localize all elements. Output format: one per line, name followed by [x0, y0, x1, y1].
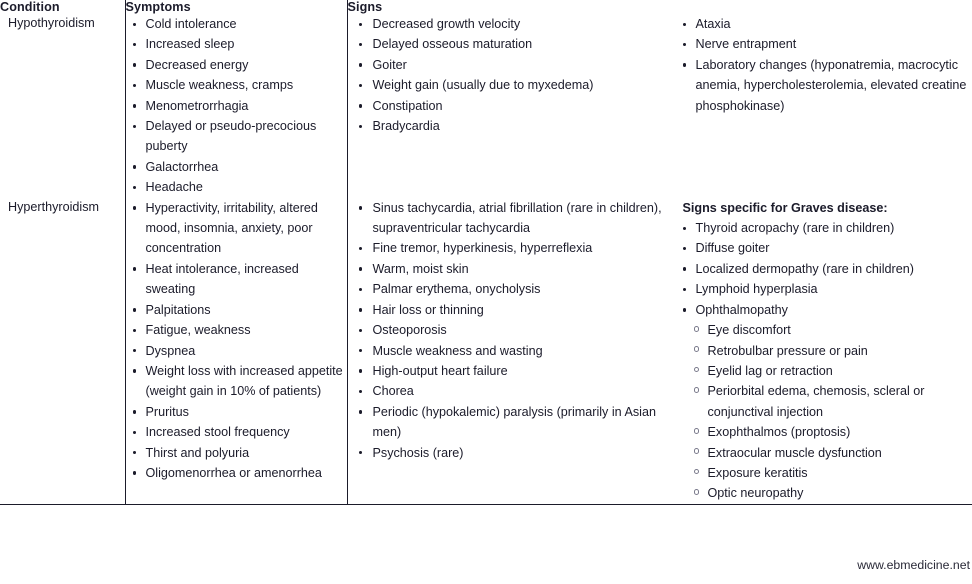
hollow-bullet-icon [694, 422, 708, 442]
table-row [0, 198, 972, 505]
hollow-bullet-icon [694, 341, 708, 361]
list-item: Dyspnea [126, 341, 347, 361]
column-header-symptoms: Symptoms [125, 0, 347, 14]
signs-columns [348, 198, 972, 504]
condition-label: Hypothyroidism [8, 16, 95, 30]
sub-list-item-label: Exposure keratitis [707, 465, 808, 480]
table-header [0, 0, 972, 14]
table-row [0, 14, 972, 198]
list-item: Localized dermopathy (rare in children) [676, 259, 972, 279]
hollow-bullet-icon [694, 381, 708, 401]
hollow-bullet-icon [694, 483, 708, 503]
list-item: Fine tremor, hyperkinesis, hyperreflexia [351, 238, 673, 258]
symptoms-list [126, 14, 347, 198]
signs-subcolumn-left [348, 14, 673, 136]
list-item: Nerve entrapment [676, 34, 972, 54]
header-row [0, 0, 972, 14]
sub-list-item-label: Exophthalmos (proptosis) [707, 425, 851, 440]
list-item: Palmar erythema, onycholysis [351, 279, 673, 299]
sub-list-item [686, 320, 972, 340]
sub-list-item-label: Eye discomfort [707, 323, 791, 338]
signs-subcolumn-left [348, 198, 673, 463]
list-item: Muscle weakness, cramps [126, 75, 347, 95]
cell-condition [0, 14, 125, 198]
hollow-bullet-icon [694, 463, 708, 483]
list-item: Hair loss or thinning [351, 300, 673, 320]
hollow-bullet-icon [694, 443, 708, 463]
list-item: Ophthalmopathy [676, 300, 972, 320]
list-item: Oligomenorrhea or amenorrhea [126, 463, 347, 483]
list-item: Chorea [351, 381, 673, 401]
source-attribution: www.ebmedicine.net [857, 558, 970, 572]
list-item: Lymphoid hyperplasia [676, 279, 972, 299]
list-item: Galactorrhea [126, 157, 347, 177]
list-item: Psychosis (rare) [351, 443, 673, 463]
list-item: Bradycardia [351, 116, 673, 136]
sub-list-item [686, 341, 972, 361]
cell-symptoms [125, 198, 347, 505]
table-body [0, 14, 972, 504]
list-item: Increased sleep [126, 34, 347, 54]
list-item: High-output heart failure [351, 361, 673, 381]
cell-condition [0, 198, 125, 505]
sub-list-item-label: Optic neuropathy [707, 486, 804, 501]
sub-list-item [686, 483, 972, 503]
list-item: Goiter [351, 55, 673, 75]
column-header-signs: Signs [347, 0, 972, 14]
sub-list-item-label: Periorbital edema, chemosis, scleral or conjunctival injection [707, 384, 925, 419]
column-header-condition: Condition [0, 0, 60, 14]
hollow-bullet-icon [694, 361, 708, 381]
list-item: Pruritus [126, 402, 347, 422]
sub-list-item [686, 443, 972, 463]
list-item: Menometrorrhagia [126, 96, 347, 116]
signs-list-left [351, 198, 673, 463]
sub-list-item [686, 361, 972, 381]
ophthalmopathy-sublist [676, 320, 972, 504]
sub-list-item-label: Retrobulbar pressure or pain [707, 343, 868, 358]
sub-list-item [686, 422, 972, 442]
symptoms-list [126, 198, 347, 484]
list-item: Delayed or pseudo-precocious puberty [126, 116, 347, 157]
list-item: Cold intolerance [126, 14, 347, 34]
signs-list-right [676, 14, 972, 116]
list-item: Headache [126, 177, 347, 197]
list-item: Palpitations [126, 300, 347, 320]
list-item: Weight loss with increased appetite (weight gain in 10% of patients) [126, 361, 347, 402]
sub-list-item [686, 463, 972, 483]
hollow-bullet-icon [694, 320, 708, 340]
graves-disease-heading: Signs specific for Graves disease: [682, 200, 888, 215]
list-item: Diffuse goiter [676, 238, 972, 258]
list-item: Decreased growth velocity [351, 14, 673, 34]
list-item: Constipation [351, 96, 673, 116]
list-item: Ataxia [676, 14, 972, 34]
sub-list-item [686, 381, 972, 422]
list-item: Sinus tachycardia, atrial fibrillation (rare in children), supraventricular tachycardia [351, 198, 673, 239]
list-item: Heat intolerance, increased sweating [126, 259, 347, 300]
list-item: Thyroid acropachy (rare in children) [676, 218, 972, 238]
list-item: Thirst and polyuria [126, 443, 347, 463]
sub-list-item-label: Eyelid lag or retraction [707, 363, 833, 378]
signs-list-left [351, 14, 673, 136]
list-item: Osteoporosis [351, 320, 673, 340]
list-item: Muscle weakness and wasting [351, 341, 673, 361]
list-item: Hyperactivity, irritability, altered mood, insomnia, anxiety, poor concentration [126, 198, 347, 259]
list-item: Fatigue, weakness [126, 320, 347, 340]
cell-symptoms [125, 14, 347, 198]
list-item: Delayed osseous maturation [351, 34, 673, 54]
list-item: Weight gain (usually due to myxedema) [351, 75, 673, 95]
list-item: Decreased energy [126, 55, 347, 75]
signs-list-right [676, 218, 972, 320]
signs-columns [348, 14, 972, 136]
condition-label: Hyperthyroidism [8, 199, 99, 214]
list-item: Periodic (hypokalemic) paralysis (primarily in Asian men) [351, 402, 673, 443]
cell-signs [347, 14, 972, 198]
signs-subcolumn-right [673, 198, 972, 504]
list-item: Laboratory changes (hyponatremia, macrocytic anemia, hypercholesterolemia, elevated creatine phosphokinase) [676, 55, 972, 116]
sub-list-item-label: Extraocular muscle dysfunction [707, 445, 882, 460]
cell-signs [347, 198, 972, 505]
signs-subcolumn-right [673, 14, 972, 116]
list-item: Warm, moist skin [351, 259, 673, 279]
list-item: Increased stool frequency [126, 422, 347, 442]
